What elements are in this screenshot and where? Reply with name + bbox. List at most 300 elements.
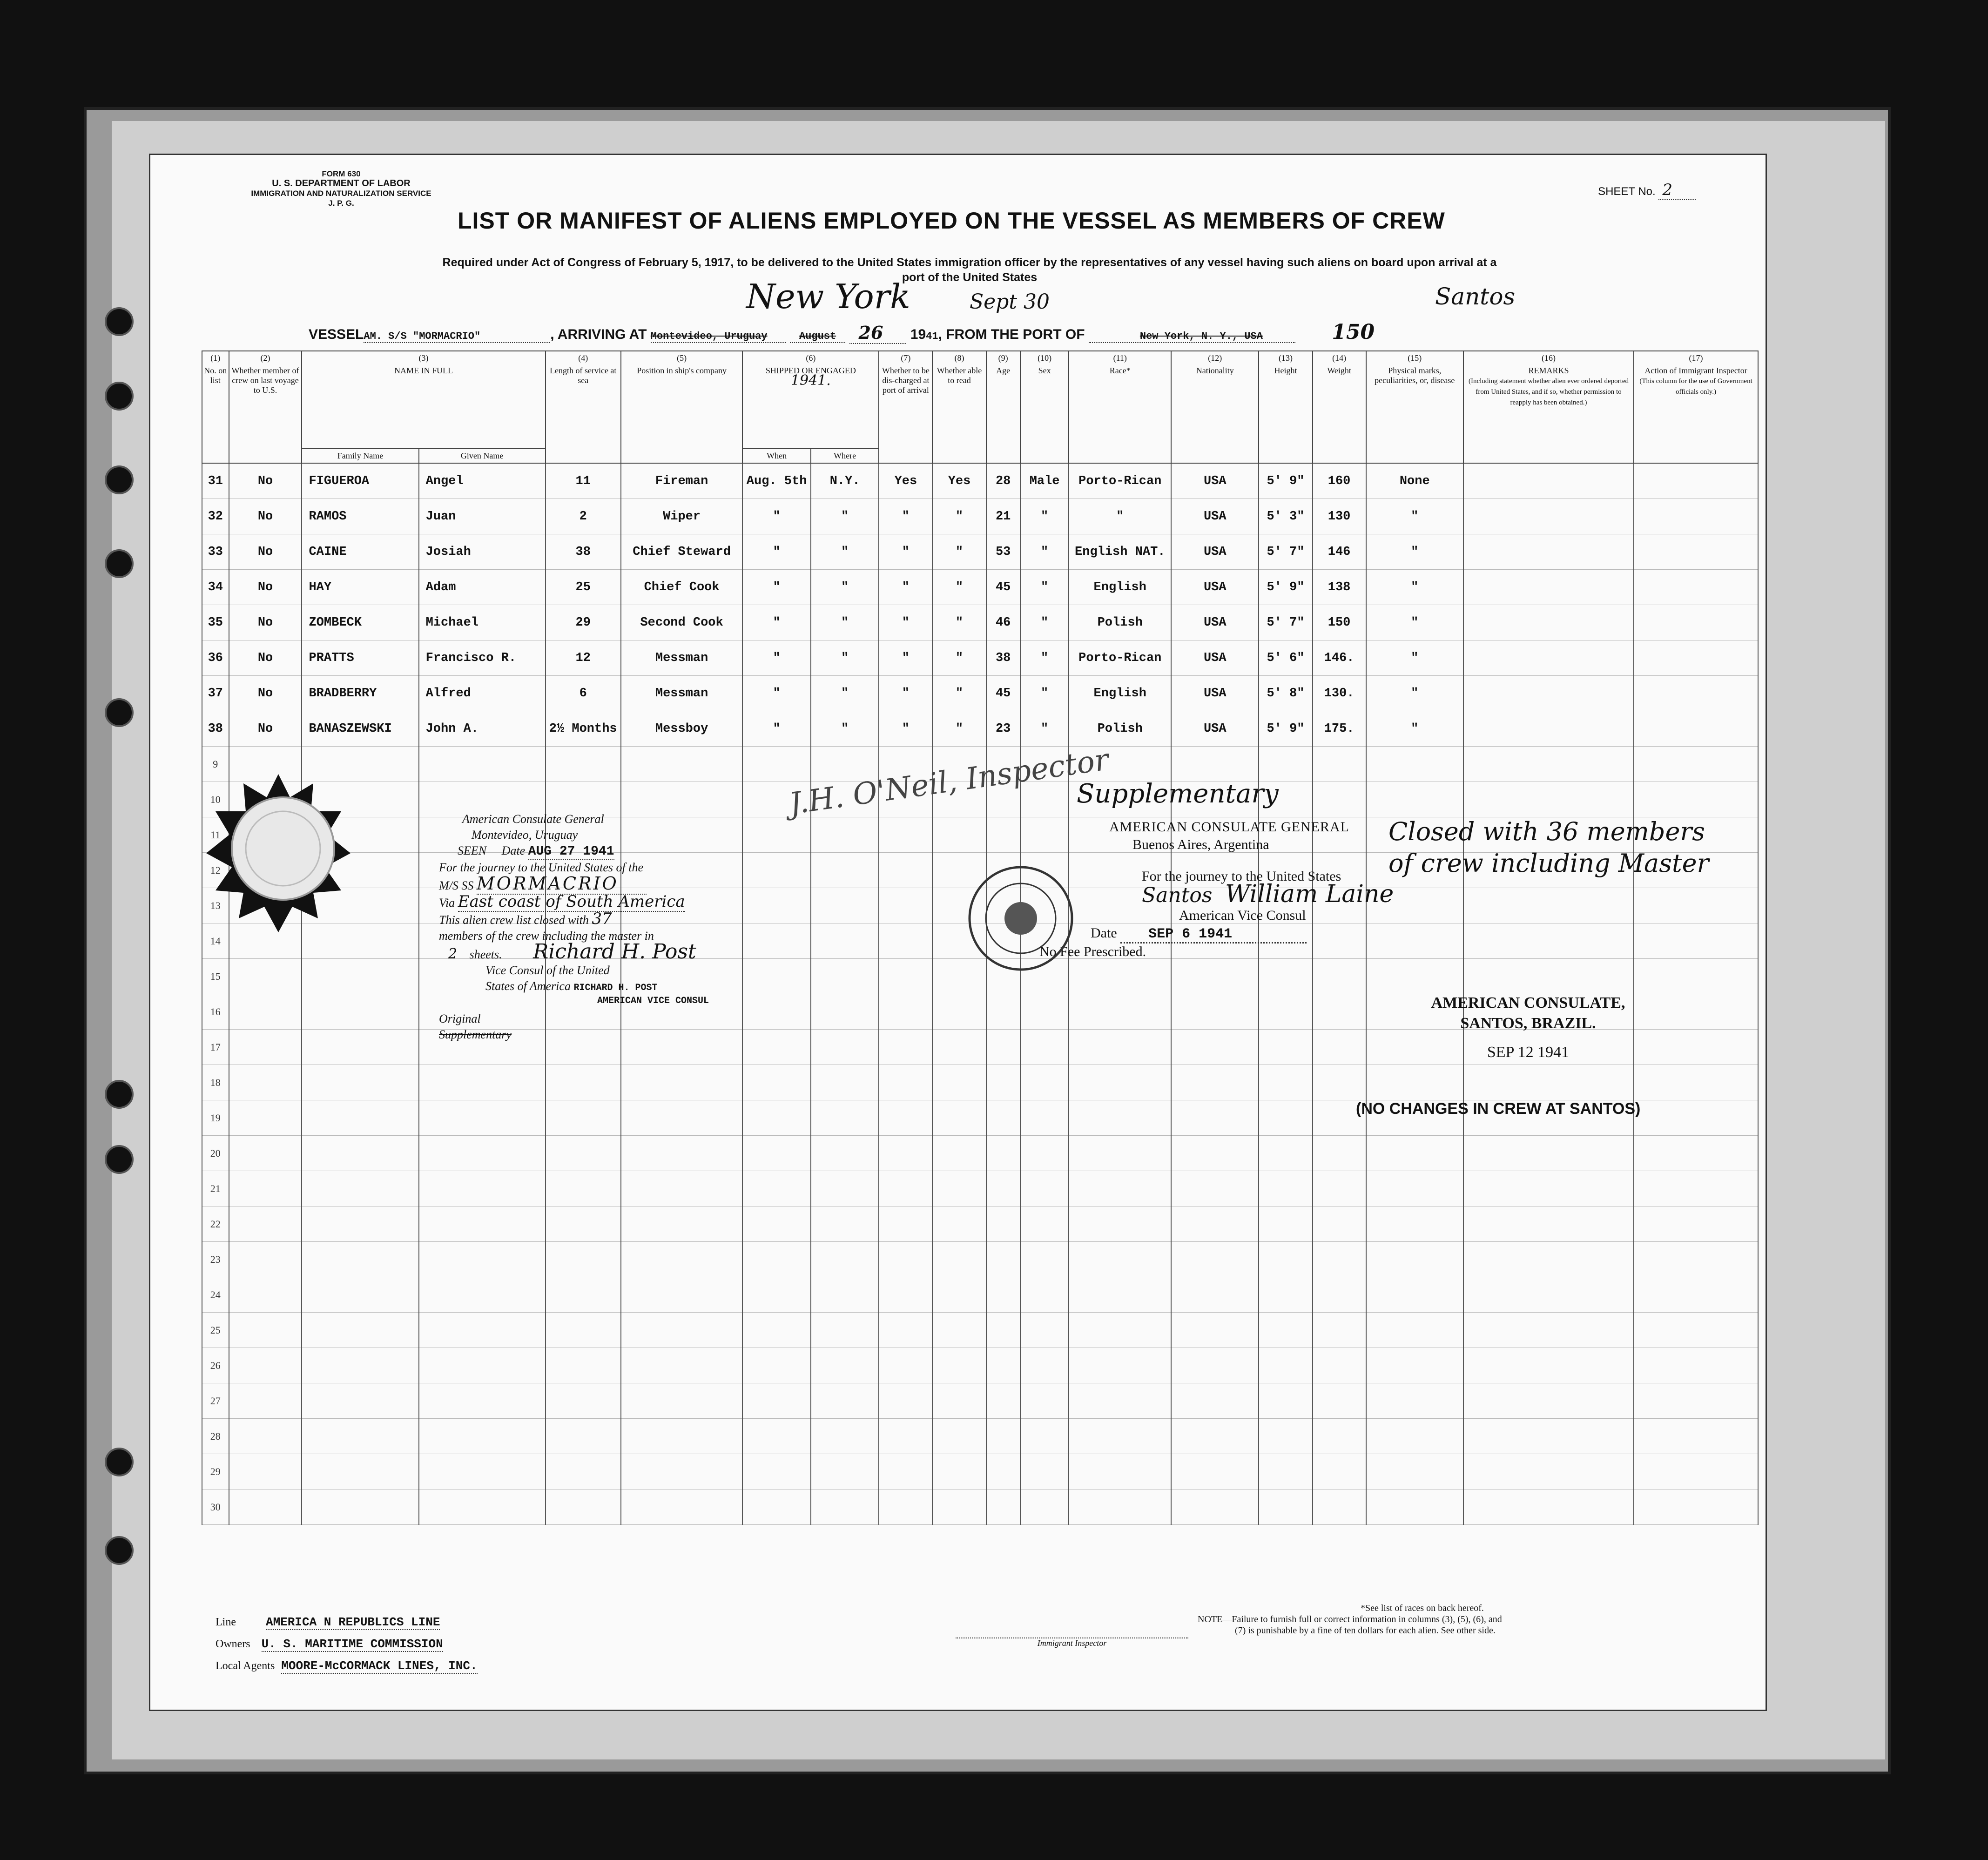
col-5-header <box>621 351 743 463</box>
empty-cell <box>742 1100 810 1136</box>
empty-cell <box>879 1348 932 1383</box>
col-6-label: SHIPPED OR ENGAGED <box>765 366 856 375</box>
empty-cell <box>742 1454 810 1489</box>
col-15-label: Physical marks, peculiarities, or, disease <box>1375 366 1455 385</box>
col-3-header <box>302 351 545 449</box>
empty-cell <box>229 1136 302 1171</box>
empty-cell <box>419 1100 546 1136</box>
empty-cell <box>1313 1277 1366 1313</box>
empty-cell <box>1259 959 1312 994</box>
buenos-aires-stamp <box>1025 818 1444 961</box>
cell-family: RAMOS <box>302 499 418 534</box>
empty-cell <box>1069 959 1171 994</box>
cell-where: N.Y. <box>811 463 879 499</box>
cell-family: BANASZEWSKI <box>302 711 418 747</box>
empty-cell <box>1259 747 1312 782</box>
empty-cell <box>811 1348 879 1383</box>
empty-cell <box>1634 1454 1758 1489</box>
empty-cell <box>1171 1313 1259 1348</box>
cell-height: 5' 9" <box>1259 463 1312 499</box>
empty-cell <box>1366 1136 1463 1171</box>
col-16-num: (16) <box>1541 353 1556 363</box>
cell-service: 29 <box>546 605 621 640</box>
table-row <box>202 1313 1758 1348</box>
ba-via-hand: Santos <box>1142 883 1213 907</box>
cell-no: 29 <box>202 1454 229 1489</box>
empty-cell <box>1463 1065 1634 1100</box>
table-row <box>202 1419 1758 1454</box>
cell-read: " <box>932 605 986 640</box>
empty-cell <box>811 1489 879 1525</box>
col-8-num: (8) <box>954 353 964 363</box>
arriving-value: Montevideo, Uruguay <box>651 330 786 343</box>
ship-prefix: M/S SS <box>439 879 474 892</box>
cell-no: 22 <box>202 1206 229 1242</box>
cell-height: 5' 7" <box>1259 534 1312 570</box>
col-5-label: Position in ship's company <box>637 366 727 375</box>
empty-cell <box>229 1348 302 1383</box>
cell-when: " <box>742 499 810 534</box>
cell-service: 6 <box>546 676 621 711</box>
empty-cell <box>932 1065 986 1100</box>
cell-given: Adam <box>419 570 546 605</box>
empty-cell <box>229 959 302 994</box>
col-3-num: (3) <box>418 353 429 363</box>
binder-hole <box>105 698 134 727</box>
col-15-header <box>1366 351 1463 463</box>
empty-cell <box>932 1419 986 1454</box>
empty-cell <box>302 1313 418 1348</box>
empty-cell <box>742 1383 810 1419</box>
empty-cell <box>419 1065 546 1100</box>
empty-cell <box>1463 923 1634 959</box>
from-port-value: New York, N. Y., USA <box>1089 330 1295 343</box>
empty-cell <box>419 1348 546 1383</box>
empty-cell <box>1463 1489 1634 1525</box>
cell-no: 34 <box>202 570 229 605</box>
empty-cell <box>932 1454 986 1489</box>
empty-cell <box>1313 1489 1366 1525</box>
post-signature: Richard H. Post <box>533 940 696 964</box>
empty-cell <box>811 1419 879 1454</box>
empty-cell <box>1313 1136 1366 1171</box>
owners-value: U. S. MARITIME COMMISSION <box>261 1637 443 1651</box>
empty-cell <box>1634 1242 1758 1277</box>
empty-cell <box>811 888 879 923</box>
empty-cell <box>1366 1171 1463 1206</box>
col-17-num: (17) <box>1689 353 1703 363</box>
col-7-label: Whether to be dis-charged at port of arrival <box>882 366 930 395</box>
empty-cell <box>811 959 879 994</box>
empty-cell <box>1069 1065 1171 1100</box>
cell-service: 2½ Months <box>546 711 621 747</box>
empty-cell <box>1069 1030 1171 1065</box>
cell-last-voyage: No <box>229 534 302 570</box>
empty-cell <box>986 994 1020 1030</box>
cell-age: 46 <box>986 605 1020 640</box>
cell-remarks <box>1463 499 1634 534</box>
empty-cell <box>986 1171 1020 1206</box>
empty-cell <box>811 1136 879 1171</box>
cell-service: 38 <box>546 534 621 570</box>
cell-no: 13 <box>202 888 229 923</box>
cell-weight: 130 <box>1313 499 1366 534</box>
empty-cell <box>986 1100 1020 1136</box>
empty-cell <box>742 1277 810 1313</box>
table-row <box>202 1489 1758 1525</box>
empty-cell <box>1366 1277 1463 1313</box>
empty-cell <box>879 1277 932 1313</box>
empty-cell <box>986 1065 1020 1100</box>
cell-no: 17 <box>202 1030 229 1065</box>
empty-cell <box>302 1383 418 1419</box>
empty-cell <box>229 1454 302 1489</box>
col-3-label: NAME IN FULL <box>394 366 453 375</box>
empty-cell <box>302 959 418 994</box>
cell-last-voyage: No <box>229 570 302 605</box>
cell-no: 30 <box>202 1489 229 1525</box>
empty-cell <box>1634 1419 1758 1454</box>
col-2-label: Whether member of crew on last voyage to U.S. <box>231 366 299 395</box>
cell-last-voyage: No <box>229 640 302 676</box>
cell-family: HAY <box>302 570 418 605</box>
empty-cell <box>742 1242 810 1277</box>
form-number: FORM 630 <box>322 169 361 178</box>
cell-marks: " <box>1366 534 1463 570</box>
empty-cell <box>1020 1489 1069 1525</box>
table-row <box>202 499 1758 534</box>
cell-weight: 146. <box>1313 640 1366 676</box>
cell-family: PRATTS <box>302 640 418 676</box>
empty-cell <box>1463 1313 1634 1348</box>
cell-sex: Male <box>1020 463 1069 499</box>
cell-no: 12 <box>202 853 229 888</box>
empty-cell <box>1463 782 1634 817</box>
empty-cell <box>986 817 1020 853</box>
empty-cell <box>1366 1348 1463 1383</box>
cell-given: Josiah <box>419 534 546 570</box>
empty-cell <box>742 1419 810 1454</box>
empty-cell <box>302 1419 418 1454</box>
empty-cell <box>229 1171 302 1206</box>
santos-date: SEP 12 1941 <box>1487 1044 1570 1061</box>
empty-cell <box>546 1136 621 1171</box>
empty-cell <box>1020 1419 1069 1454</box>
cell-service: 11 <box>546 463 621 499</box>
empty-cell <box>1634 1277 1758 1313</box>
empty-cell <box>419 1454 546 1489</box>
empty-cell <box>546 1242 621 1277</box>
ba-journey: For the journey to the United States <box>1142 869 1341 884</box>
closed-count: 37 <box>592 910 612 928</box>
consulate-round-seal <box>965 863 1077 974</box>
col-14-header <box>1313 351 1366 463</box>
empty-cell <box>229 1100 302 1136</box>
empty-cell <box>1020 1206 1069 1242</box>
empty-cell <box>932 1242 986 1277</box>
empty-cell <box>419 1136 546 1171</box>
note-2: NOTE—Failure to furnish full or correct information in columns (3), (5), (6), and <box>1198 1614 1502 1624</box>
empty-cell <box>1366 1489 1463 1525</box>
empty-cell <box>1171 1277 1259 1313</box>
table-row <box>202 1065 1758 1100</box>
empty-cell <box>302 1277 418 1313</box>
crew-count: 150 <box>1332 320 1375 344</box>
empty-cell <box>986 1030 1020 1065</box>
empty-cell <box>1313 1206 1366 1242</box>
col-12-header <box>1171 351 1259 463</box>
col-17-header <box>1634 351 1758 463</box>
empty-cell <box>1463 959 1634 994</box>
col-9-num: (9) <box>998 353 1008 363</box>
seen-label: SEEN <box>458 844 487 857</box>
cell-given: Angel <box>419 463 546 499</box>
cell-discharged: " <box>879 534 932 570</box>
empty-cell <box>879 1100 932 1136</box>
empty-cell <box>1366 1242 1463 1277</box>
cell-race: English <box>1069 570 1171 605</box>
empty-cell <box>986 1454 1020 1489</box>
empty-cell <box>1463 1383 1634 1419</box>
cell-given: Juan <box>419 499 546 534</box>
arriving-handwritten: New York <box>746 277 910 316</box>
cell-weight: 130. <box>1313 676 1366 711</box>
cell-given: Francisco R. <box>419 640 546 676</box>
empty-cell <box>621 1277 743 1313</box>
seen-date: AUG 27 1941 <box>528 844 614 859</box>
cell-race: Polish <box>1069 605 1171 640</box>
ba-date: SEP 6 1941 <box>1120 926 1307 943</box>
cell-read: Yes <box>932 463 986 499</box>
empty-cell <box>1171 1489 1259 1525</box>
empty-cell <box>1020 1313 1069 1348</box>
empty-cell <box>302 1171 418 1206</box>
empty-cell <box>932 1489 986 1525</box>
cell-nationality: USA <box>1171 534 1259 570</box>
empty-cell <box>1634 782 1758 817</box>
empty-cell <box>879 1419 932 1454</box>
empty-cell <box>1259 1171 1312 1206</box>
empty-cell <box>1313 1454 1366 1489</box>
via-label: Via <box>439 896 455 910</box>
ba-fee: No Fee Prescribed. <box>1039 944 1146 959</box>
ba-line-2: Buenos Aires, Argentina <box>1132 837 1269 852</box>
cell-no: 14 <box>202 923 229 959</box>
empty-cell <box>742 1348 810 1383</box>
empty-cell <box>1020 1242 1069 1277</box>
empty-cell <box>1313 1242 1366 1277</box>
col-4-label: Length of service at sea <box>549 366 617 385</box>
cell-race: Porto-Rican <box>1069 463 1171 499</box>
cell-discharged: " <box>879 711 932 747</box>
empty-cell <box>986 1206 1020 1242</box>
cell-where: " <box>811 534 879 570</box>
agents-value: MOORE-McCORMACK LINES, INC. <box>281 1659 478 1673</box>
cell-race: English <box>1069 676 1171 711</box>
cell-action <box>1634 605 1758 640</box>
cell-sex: " <box>1020 676 1069 711</box>
empty-cell <box>1634 1383 1758 1419</box>
cell-position: Fireman <box>621 463 743 499</box>
cell-sex: " <box>1020 499 1069 534</box>
empty-cell <box>811 994 879 1030</box>
agents-label: Local Agents <box>216 1660 275 1672</box>
col-11-label: Race* <box>1109 366 1131 375</box>
empty-cell <box>1171 1383 1259 1419</box>
cell-no: 35 <box>202 605 229 640</box>
empty-cell <box>742 1171 810 1206</box>
empty-cell <box>1069 1348 1171 1383</box>
cell-discharged: " <box>879 605 932 640</box>
cell-discharged: Yes <box>879 463 932 499</box>
empty-cell <box>621 1136 743 1171</box>
cell-last-voyage: No <box>229 711 302 747</box>
cell-no: 25 <box>202 1313 229 1348</box>
empty-cell <box>742 1489 810 1525</box>
cell-service: 25 <box>546 570 621 605</box>
empty-cell <box>546 1489 621 1525</box>
cell-marks: " <box>1366 676 1463 711</box>
col-13-header <box>1259 351 1312 463</box>
empty-cell <box>546 1419 621 1454</box>
empty-cell <box>1463 1136 1634 1171</box>
cell-action <box>1634 676 1758 711</box>
empty-cell <box>621 1419 743 1454</box>
cell-no: 21 <box>202 1171 229 1206</box>
empty-cell <box>1366 1383 1463 1419</box>
empty-cell <box>1069 1454 1171 1489</box>
empty-cell <box>986 1489 1020 1525</box>
empty-cell <box>1366 1313 1463 1348</box>
empty-cell <box>1634 1065 1758 1100</box>
cell-action <box>1634 534 1758 570</box>
table-row <box>202 463 1758 499</box>
empty-cell <box>879 959 932 994</box>
empty-cell <box>1171 959 1259 994</box>
cell-given: Michael <box>419 605 546 640</box>
supplementary-label: Supplementary <box>439 1028 512 1041</box>
empty-cell <box>1366 1206 1463 1242</box>
cell-last-voyage: No <box>229 676 302 711</box>
col-5-num: (5) <box>677 353 687 363</box>
cell-position: Wiper <box>621 499 743 534</box>
empty-cell <box>302 1489 418 1525</box>
empty-cell <box>1259 1454 1312 1489</box>
cell-remarks <box>1463 570 1634 605</box>
empty-cell <box>1463 1171 1634 1206</box>
cell-last-voyage: No <box>229 499 302 534</box>
montevideo-line-1: American Consulate General <box>462 812 604 826</box>
empty-cell <box>1069 1206 1171 1242</box>
empty-cell <box>811 1206 879 1242</box>
form-header <box>243 169 439 208</box>
empty-cell <box>879 1065 932 1100</box>
empty-cell <box>1259 1313 1312 1348</box>
empty-cell <box>932 817 986 853</box>
col-12-label: Nationality <box>1196 366 1234 375</box>
requirement-line-2: port of the United States <box>902 271 1038 284</box>
vessel-value: AM. S/S "MORMACRIO" <box>364 330 550 343</box>
empty-cell <box>1069 1489 1171 1525</box>
empty-cell <box>1171 1171 1259 1206</box>
cell-height: 5' 3" <box>1259 499 1312 534</box>
empty-cell <box>302 1100 418 1136</box>
cell-when: Aug. 5th <box>742 463 810 499</box>
empty-cell <box>1259 1419 1312 1454</box>
empty-cell <box>811 1065 879 1100</box>
members-text: members of the crew including the master in <box>439 929 654 943</box>
montevideo-stamp <box>439 811 793 1043</box>
empty-cell <box>1634 1348 1758 1383</box>
vessel-line <box>309 320 1752 344</box>
empty-cell <box>1313 782 1366 817</box>
cell-read: " <box>932 676 986 711</box>
empty-cell <box>811 1030 879 1065</box>
cell-discharged: " <box>879 640 932 676</box>
journey-text: For the journey to the United States of the <box>439 861 644 874</box>
table-row <box>202 1348 1758 1383</box>
empty-cell <box>302 1065 418 1100</box>
col-7-num: (7) <box>901 353 911 363</box>
empty-cell <box>621 1065 743 1100</box>
empty-cell <box>1463 747 1634 782</box>
cell-age: 45 <box>986 570 1020 605</box>
table-row <box>202 676 1758 711</box>
table-row <box>202 640 1758 676</box>
empty-cell <box>229 1419 302 1454</box>
empty-cell <box>1313 1030 1366 1065</box>
cell-height: 5' 9" <box>1259 570 1312 605</box>
empty-cell <box>742 1065 810 1100</box>
binder-hole <box>105 1145 134 1174</box>
empty-cell <box>1069 1419 1171 1454</box>
empty-cell <box>1366 1419 1463 1454</box>
empty-cell <box>621 1454 743 1489</box>
cell-action <box>1634 570 1758 605</box>
santos-note: (NO CHANGES IN CREW AT SANTOS) <box>1356 1100 1641 1118</box>
cell-read: " <box>932 499 986 534</box>
given-name-header: Given Name <box>419 449 546 463</box>
closed-note-line-1: Closed with 36 members <box>1388 817 1705 846</box>
cell-discharged: " <box>879 499 932 534</box>
empty-cell <box>1634 1100 1758 1136</box>
empty-cell <box>879 853 932 888</box>
cell-position: Messman <box>621 676 743 711</box>
cell-position: Chief Cook <box>621 570 743 605</box>
empty-cell <box>879 1136 932 1171</box>
cell-weight: 150 <box>1313 605 1366 640</box>
empty-cell <box>1366 1065 1463 1100</box>
empty-cell <box>1366 747 1463 782</box>
year-prefix: 19 <box>910 327 926 342</box>
col-16-header <box>1463 351 1634 463</box>
footer-notes <box>1198 1603 1700 1636</box>
empty-cell <box>932 1030 986 1065</box>
empty-cell <box>546 1383 621 1419</box>
empty-cell <box>1634 1206 1758 1242</box>
empty-cell <box>546 1206 621 1242</box>
cell-age: 23 <box>986 711 1020 747</box>
empty-cell <box>1259 1206 1312 1242</box>
cell-marks: " <box>1366 711 1463 747</box>
binder-hole <box>105 465 134 494</box>
empty-cell <box>932 1383 986 1419</box>
empty-cell <box>1634 959 1758 994</box>
empty-cell <box>546 1065 621 1100</box>
empty-cell <box>1463 1277 1634 1313</box>
cell-where: " <box>811 570 879 605</box>
empty-cell <box>1020 1136 1069 1171</box>
